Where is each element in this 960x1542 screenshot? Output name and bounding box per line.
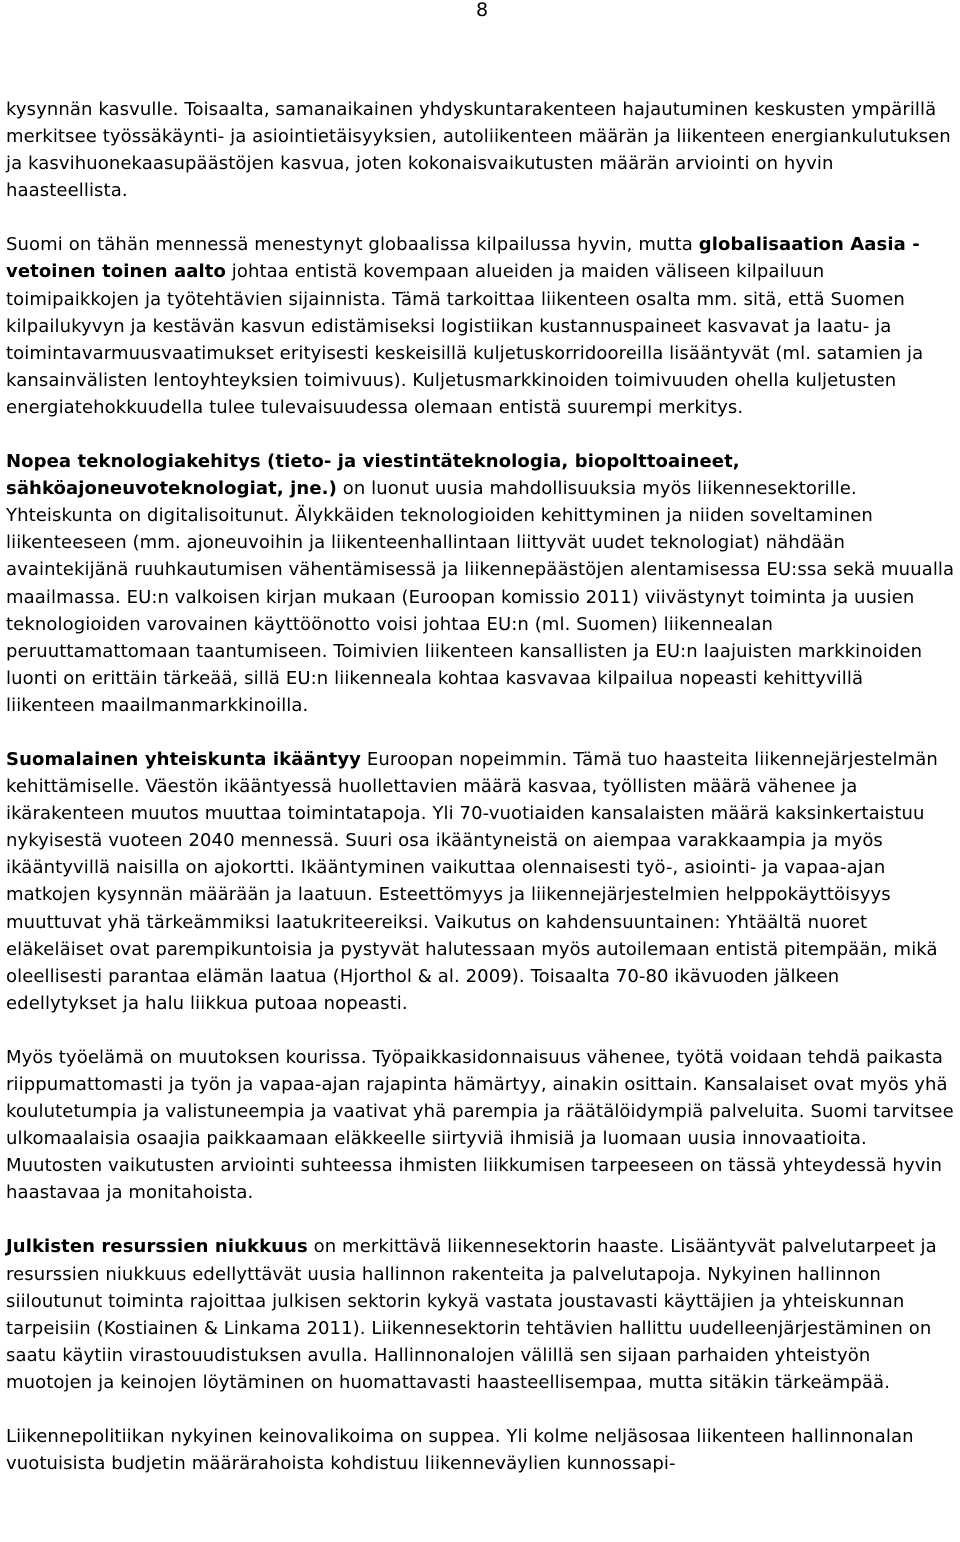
- paragraph-text: kysynnän kasvulle. Toisaalta, samanaikainen yhdyskuntarakenteen hajautuminen keskusten ympärillä merkitsee työssäkäynti- ja asiointietäisyyksien, autoliikenteen määrän ja liikenteen energiankulutuksen ja kasvihuonekaasupäästöjen kasvua, joten kokonaisvaikutusten määrän arviointi on hyvin haasteellista.: [6, 99, 951, 202]
- paragraph-globalisation: [6, 231, 956, 421]
- paragraph-transport-policy: [6, 1423, 956, 1477]
- bold-heading-globalisation: globalisaation Aasia -vetoinen toinen aalto: [6, 234, 920, 283]
- paragraph-text: Suomi on tähän mennessä menestynyt globaalissa kilpailussa hyvin, mutta: [6, 234, 699, 256]
- bold-heading-technology: Nopea teknologiakehitys (tieto- ja viestintäteknologia, biopolttoaineet, sähköajoneuvoteknologiat, jne.): [6, 451, 740, 500]
- paragraph-text: Euroopan nopeimmin. Tämä tuo haasteita liikennejärjestelmän kehittämiselle. Väestön ikääntyessä huollettavien määrä kasvaa, työllisten määrä vähenee ja ikärakenteen muutos muuttaa toimintatapoja. Yli 70-vuotiaiden kansalaisten määrä kaksinkertaistuu nykyisestä vuoteen 2040 mennessä. Suuri osa ikääntyneistä on aiempaa varakkaampia ja myös ikääntyvillä naisilla on ajokortti. Ikääntyminen vaikuttaa olennaisesti työ-, asiointi- ja vapaa-ajan matkojen kysynnän määrään ja laatuun. Esteettömyys ja liikennejärjestelmien helppokäyttöisyys muuttuvat yhä tärkeämmiksi laatukriteereiksi. Vaikutus on kahdensuuntainen: Yhtäältä nuoret eläkeläiset ovat parempikuntoisia ja pystyvät halutessaan myös autoilemaan entistä pitempään, mikä oleellisesti parantaa elämän laatua (Hjorthol & al. 2009). Toisaalta 70-80 ikävuoden jälkeen edellytykset ja halu liikkua putoaa nopeasti.: [6, 748, 938, 1014]
- paragraph-text: Liikennepolitiikan nykyinen keinovalikoima on suppea. Yli kolme neljäsosaa liikenteen hallinnonalan vuotuisista budjetin määrärahoista kohdistuu liikenneväylien kunnossapi-: [6, 1426, 914, 1475]
- paragraph-technology: [6, 448, 956, 719]
- paragraph-demand-growth: [6, 96, 956, 204]
- document-body: [6, 96, 956, 1477]
- paragraph-text: Myös työelämä on muutoksen kourissa. Työpaikkasidonnaisuus vähenee, työtä voidaan tehdä paikasta riippumattomasti ja työn ja vapaa-ajan rajapinta hämärtyy, ainakin osittain. Kansalaiset ovat myös yhä koulutetumpia ja valistuneempia ja vaativat yhä parempia ja räätälöidympiä palveluita. Suomi tarvitsee ulkomaalaisia osaajia paikkaamaan eläkkeelle siirtyviä ihmisiä ja luomaan uusia innovaatioita. Muutosten vaikutusten arviointi suhteessa ihmisten liikkumisen tarpeeseen on tässä yhteydessä hyvin haastavaa ja monitahoista.: [6, 1046, 954, 1204]
- paragraph-text: on merkittävä liikennesektorin haaste. Lisääntyvät palvelutarpeet ja resurssien niukkuus edellyttävät uusia hallinnon rakenteita ja palvelutapoja. Nykyinen hallinnon siiloutunut toiminta rajoittaa julkisen sektorin kykyä vastata joustavasti käyttäjien ja yhteiskunnan tarpeisiin (Kostiainen & Linkama 2011). Liikennesektorin tehtävien hallittu uudelleenjärjestäminen on saatu käytiin virastouudistuksen avulla. Hallinnonalojen välillä sen sijaan parhaiden yhteistyön muotojen ja keinojen löytäminen on huomattavasti haasteellisempaa, mutta sitäkin tärkeämpää.: [6, 1236, 937, 1393]
- paragraph-public-resources: [6, 1233, 956, 1396]
- page-number: 8: [475, 0, 489, 21]
- paragraph-working-life: [6, 1044, 956, 1207]
- paragraph-text: on luonut uusia mahdollisuuksia myös liikennesektorille. Yhteiskunta on digitalisoitunut. Älykkäiden teknologioiden kehittyminen ja niiden soveltaminen liikenteeseen (mm. ajoneuvoihin ja liikenteenhallintaan liittyvät uudet teknologiat) nähdään avaintekijänä ruuhkautumisen vähentämisessä ja liikennepäästöjen alentamisessa EU:ssa sekä muualla maailmassa. EU:n valkoisen kirjan mukaan (Euroopan komissio 2011) viivästynyt toiminta ja uusien teknologioiden varovainen käyttöönotto voisi johtaa EU:n (ml. Suomen) liikennealan peruuttamattomaan taantumiseen. Toimivien liikenteen kansallisten ja EU:n laajuisten markkinoiden luonti on erittäin tärkeää, sillä EU:n liikenneala kohtaa kasvavaa kilpailua nopeasti kehittyvillä liikenteen maailmanmarkkinoilla.: [6, 478, 955, 716]
- paragraph-text: johtaa entistä kovempaan alueiden ja maiden väliseen kilpailuun toimipaikkojen ja työtehtävien sijainnista. Tämä tarkoittaa liikenteen osalta mm. sitä, että Suomen kilpailukyvyn ja kestävän kasvun edistämiseksi logistiikan kustannuspaineet kasvavat ja laatu- ja toimintavarmuusvaatimukset erityisesti keskeisillä kuljetuskorridooreilla lisääntyvät (ml. satamien ja kansainvälisten lentoyhteyksien toimivuus). Kuljetusmarkkinoiden toimivuuden ohella kuljetusten energiatehokkuudella tulee tulevaisuudessa olemaan entistä suurempi merkitys.: [6, 261, 924, 418]
- bold-heading-public-resources: Julkisten resurssien niukkuus: [6, 1236, 308, 1258]
- paragraph-ageing: [6, 746, 956, 1017]
- bold-heading-ageing: Suomalainen yhteiskunta ikääntyy: [6, 748, 362, 770]
